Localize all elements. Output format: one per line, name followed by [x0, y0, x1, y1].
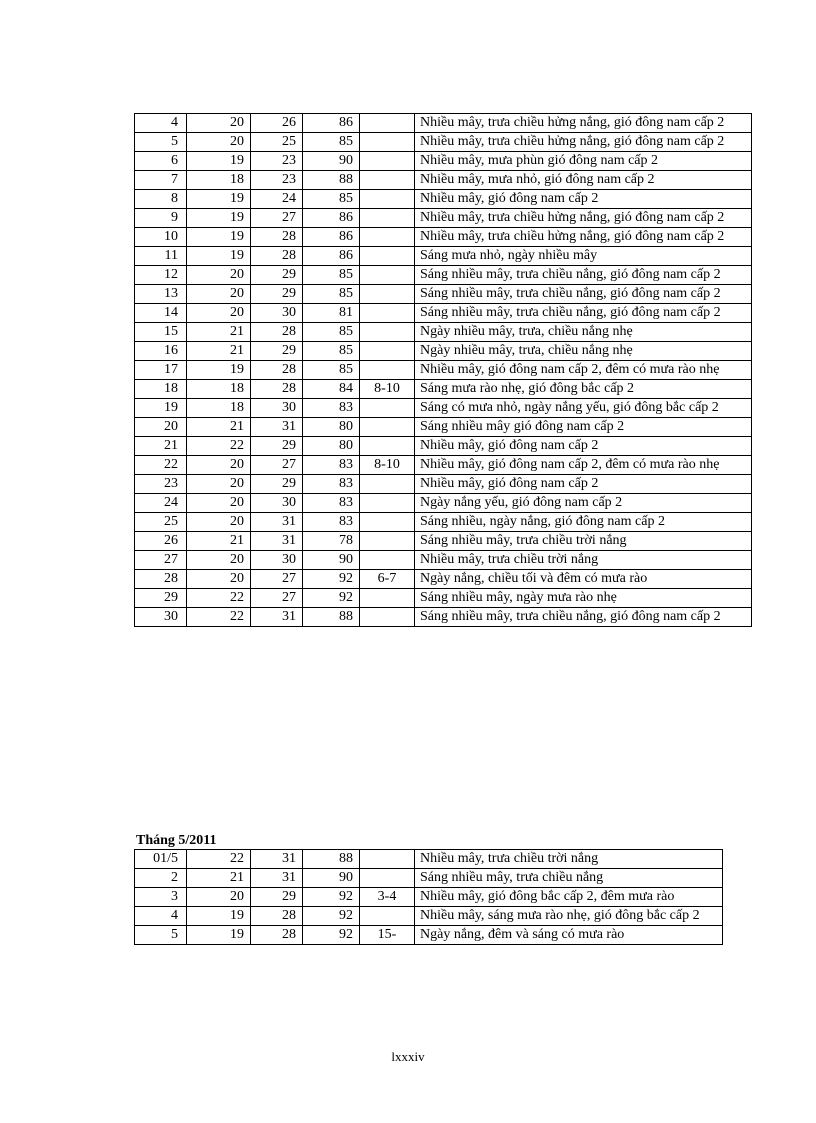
weather-description-cell: Sáng nhiều mây, trưa chiều nắng, gió đông nam cấp 2 — [415, 285, 752, 304]
rainfall-cell — [360, 285, 415, 304]
humidity-cell: 81 — [303, 304, 360, 323]
table-row — [135, 869, 723, 888]
table-row — [135, 589, 752, 608]
humidity-cell: 92 — [303, 926, 360, 945]
table-row — [135, 228, 752, 247]
day-cell: 21 — [135, 437, 187, 456]
rainfall-cell — [360, 869, 415, 888]
table-row — [135, 551, 752, 570]
weather-description-cell: Nhiều mây, mưa phùn gió đông nam cấp 2 — [415, 152, 752, 171]
min-temp-cell: 21 — [187, 418, 251, 437]
max-temp-cell: 23 — [251, 152, 303, 171]
humidity-cell: 92 — [303, 888, 360, 907]
day-cell: 15 — [135, 323, 187, 342]
weather-description-cell: Ngày nhiều mây, trưa, chiều nắng nhẹ — [415, 342, 752, 361]
table-row — [135, 133, 752, 152]
rainfall-cell — [360, 608, 415, 627]
max-temp-cell: 29 — [251, 342, 303, 361]
rainfall-cell — [360, 494, 415, 513]
min-temp-cell: 20 — [187, 285, 251, 304]
humidity-cell: 80 — [303, 418, 360, 437]
weather-description-cell: Sáng nhiều mây, trưa chiều nắng, gió đông nam cấp 2 — [415, 304, 752, 323]
table-row — [135, 570, 752, 589]
weather-description-cell: Sáng nhiều mây, ngày mưa rào nhẹ — [415, 589, 752, 608]
humidity-cell: 85 — [303, 133, 360, 152]
rainfall-cell — [360, 532, 415, 551]
min-temp-cell: 20 — [187, 114, 251, 133]
max-temp-cell: 28 — [251, 247, 303, 266]
day-cell: 14 — [135, 304, 187, 323]
max-temp-cell: 28 — [251, 323, 303, 342]
day-cell: 7 — [135, 171, 187, 190]
max-temp-cell: 29 — [251, 475, 303, 494]
humidity-cell: 83 — [303, 494, 360, 513]
weather-description-cell: Ngày nắng, đêm và sáng có mưa rào — [415, 926, 723, 945]
min-temp-cell: 22 — [187, 850, 251, 869]
rainfall-cell — [360, 418, 415, 437]
max-temp-cell: 25 — [251, 133, 303, 152]
table-row — [135, 266, 752, 285]
weather-description-cell: Sáng nhiều mây, trưa chiều trời nắng — [415, 532, 752, 551]
humidity-cell: 85 — [303, 266, 360, 285]
max-temp-cell: 27 — [251, 589, 303, 608]
weather-description-cell: Sáng có mưa nhỏ, ngày nắng yếu, gió đông bắc cấp 2 — [415, 399, 752, 418]
weather-description-cell: Sáng nhiều mây, trưa chiều nắng — [415, 869, 723, 888]
humidity-cell: 88 — [303, 850, 360, 869]
table-row — [135, 907, 723, 926]
min-temp-cell: 20 — [187, 266, 251, 285]
humidity-cell: 90 — [303, 152, 360, 171]
max-temp-cell: 24 — [251, 190, 303, 209]
rainfall-cell — [360, 247, 415, 266]
weather-description-cell: Sáng nhiều, ngày nắng, gió đông nam cấp 2 — [415, 513, 752, 532]
rainfall-cell: 8-10 — [360, 456, 415, 475]
weather-description-cell: Ngày nhiều mây, trưa, chiều nắng nhẹ — [415, 323, 752, 342]
humidity-cell: 92 — [303, 589, 360, 608]
rainfall-cell — [360, 475, 415, 494]
rainfall-cell — [360, 850, 415, 869]
weather-description-cell: Nhiều mây, gió đông nam cấp 2 — [415, 437, 752, 456]
day-cell: 28 — [135, 570, 187, 589]
humidity-cell: 92 — [303, 907, 360, 926]
day-cell: 25 — [135, 513, 187, 532]
rainfall-cell — [360, 323, 415, 342]
min-temp-cell: 19 — [187, 361, 251, 380]
table-row — [135, 209, 752, 228]
month-heading: Tháng 5/2011 — [136, 833, 217, 848]
max-temp-cell: 29 — [251, 285, 303, 304]
table-row — [135, 456, 752, 475]
day-cell: 8 — [135, 190, 187, 209]
weather-description-cell: Nhiều mây, gió đông nam cấp 2, đêm có mưa rào nhẹ — [415, 456, 752, 475]
rainfall-cell — [360, 228, 415, 247]
min-temp-cell: 18 — [187, 399, 251, 418]
rainfall-cell: 6-7 — [360, 570, 415, 589]
rainfall-cell — [360, 190, 415, 209]
min-temp-cell: 19 — [187, 247, 251, 266]
humidity-cell: 86 — [303, 228, 360, 247]
min-temp-cell: 20 — [187, 133, 251, 152]
rainfall-cell — [360, 171, 415, 190]
table-row — [135, 399, 752, 418]
max-temp-cell: 28 — [251, 380, 303, 399]
day-cell: 24 — [135, 494, 187, 513]
max-temp-cell: 28 — [251, 907, 303, 926]
humidity-cell: 83 — [303, 399, 360, 418]
day-cell: 01/5 — [135, 850, 187, 869]
table-row — [135, 152, 752, 171]
humidity-cell: 86 — [303, 114, 360, 133]
table-row — [135, 114, 752, 133]
rainfall-cell — [360, 133, 415, 152]
day-cell: 5 — [135, 926, 187, 945]
min-temp-cell: 20 — [187, 570, 251, 589]
table-row — [135, 171, 752, 190]
weather-description-cell: Nhiều mây, gió đông nam cấp 2 — [415, 190, 752, 209]
max-temp-cell: 31 — [251, 850, 303, 869]
min-temp-cell: 20 — [187, 456, 251, 475]
table-row — [135, 475, 752, 494]
max-temp-cell: 31 — [251, 608, 303, 627]
humidity-cell: 86 — [303, 209, 360, 228]
day-cell: 13 — [135, 285, 187, 304]
max-temp-cell: 29 — [251, 437, 303, 456]
weather-description-cell: Nhiều mây, trưa chiều hửng nắng, gió đông nam cấp 2 — [415, 228, 752, 247]
min-temp-cell: 19 — [187, 926, 251, 945]
min-temp-cell: 22 — [187, 437, 251, 456]
day-cell: 26 — [135, 532, 187, 551]
day-cell: 3 — [135, 888, 187, 907]
weather-table-may — [134, 849, 723, 945]
weather-description-cell: Sáng mưa nhỏ, ngày nhiều mây — [415, 247, 752, 266]
table-row — [135, 850, 723, 869]
table-row — [135, 304, 752, 323]
humidity-cell: 88 — [303, 171, 360, 190]
weather-description-cell: Nhiều mây, gió đông nam cấp 2 — [415, 475, 752, 494]
max-temp-cell: 27 — [251, 456, 303, 475]
rainfall-cell — [360, 152, 415, 171]
humidity-cell: 90 — [303, 869, 360, 888]
table-row — [135, 190, 752, 209]
max-temp-cell: 26 — [251, 114, 303, 133]
min-temp-cell: 19 — [187, 907, 251, 926]
day-cell: 6 — [135, 152, 187, 171]
max-temp-cell: 28 — [251, 361, 303, 380]
max-temp-cell: 28 — [251, 228, 303, 247]
max-temp-cell: 28 — [251, 926, 303, 945]
day-cell: 27 — [135, 551, 187, 570]
humidity-cell: 80 — [303, 437, 360, 456]
max-temp-cell: 30 — [251, 399, 303, 418]
humidity-cell: 84 — [303, 380, 360, 399]
table-row — [135, 888, 723, 907]
day-cell: 29 — [135, 589, 187, 608]
weather-description-cell: Ngày nắng yếu, gió đông nam cấp 2 — [415, 494, 752, 513]
weather-description-cell: Nhiều mây, trưa chiều hửng nắng, gió đông nam cấp 2 — [415, 209, 752, 228]
min-temp-cell: 21 — [187, 323, 251, 342]
humidity-cell: 85 — [303, 361, 360, 380]
rainfall-cell — [360, 513, 415, 532]
min-temp-cell: 18 — [187, 171, 251, 190]
weather-table-april — [134, 113, 752, 627]
max-temp-cell: 31 — [251, 869, 303, 888]
humidity-cell: 78 — [303, 532, 360, 551]
weather-description-cell: Nhiều mây, gió đông bắc cấp 2, đêm mưa rào — [415, 888, 723, 907]
min-temp-cell: 21 — [187, 532, 251, 551]
min-temp-cell: 19 — [187, 209, 251, 228]
day-cell: 5 — [135, 133, 187, 152]
day-cell: 4 — [135, 114, 187, 133]
weather-description-cell: Nhiều mây, sáng mưa rào nhẹ, gió đông bắc cấp 2 — [415, 907, 723, 926]
table-row — [135, 380, 752, 399]
max-temp-cell: 31 — [251, 418, 303, 437]
weather-description-cell: Nhiều mây, trưa chiều trời nắng — [415, 551, 752, 570]
day-cell: 16 — [135, 342, 187, 361]
table-row — [135, 418, 752, 437]
weather-description-cell: Sáng nhiều mây, trưa chiều nắng, gió đông nam cấp 2 — [415, 608, 752, 627]
rainfall-cell — [360, 907, 415, 926]
min-temp-cell: 18 — [187, 380, 251, 399]
day-cell: 22 — [135, 456, 187, 475]
day-cell: 23 — [135, 475, 187, 494]
rainfall-cell — [360, 114, 415, 133]
max-temp-cell: 31 — [251, 513, 303, 532]
weather-description-cell: Nhiều mây, trưa chiều hửng nắng, gió đông nam cấp 2 — [415, 133, 752, 152]
rainfall-cell — [360, 437, 415, 456]
max-temp-cell: 27 — [251, 570, 303, 589]
humidity-cell: 83 — [303, 513, 360, 532]
day-cell: 20 — [135, 418, 187, 437]
rainfall-cell — [360, 589, 415, 608]
table-row — [135, 513, 752, 532]
weather-description-cell: Sáng nhiều mây, trưa chiều nắng, gió đông nam cấp 2 — [415, 266, 752, 285]
table-row — [135, 437, 752, 456]
day-cell: 11 — [135, 247, 187, 266]
rainfall-cell — [360, 361, 415, 380]
table-row — [135, 361, 752, 380]
min-temp-cell: 19 — [187, 228, 251, 247]
table-row — [135, 532, 752, 551]
humidity-cell: 85 — [303, 190, 360, 209]
humidity-cell: 83 — [303, 475, 360, 494]
day-cell: 4 — [135, 907, 187, 926]
min-temp-cell: 19 — [187, 190, 251, 209]
day-cell: 2 — [135, 869, 187, 888]
weather-description-cell: Nhiều mây, trưa chiều trời nắng — [415, 850, 723, 869]
max-temp-cell: 23 — [251, 171, 303, 190]
rainfall-cell: 8-10 — [360, 380, 415, 399]
day-cell: 9 — [135, 209, 187, 228]
min-temp-cell: 19 — [187, 152, 251, 171]
humidity-cell: 83 — [303, 456, 360, 475]
weather-description-cell: Nhiều mây, trưa chiều hửng nắng, gió đông nam cấp 2 — [415, 114, 752, 133]
rainfall-cell — [360, 399, 415, 418]
rainfall-cell — [360, 209, 415, 228]
min-temp-cell: 22 — [187, 608, 251, 627]
min-temp-cell: 21 — [187, 869, 251, 888]
rainfall-cell: 15- — [360, 926, 415, 945]
weather-description-cell: Sáng mưa rào nhẹ, gió đông bắc cấp 2 — [415, 380, 752, 399]
weather-description-cell: Ngày nắng, chiều tối và đêm có mưa rào — [415, 570, 752, 589]
max-temp-cell: 30 — [251, 304, 303, 323]
rainfall-cell: 3-4 — [360, 888, 415, 907]
weather-description-cell: Nhiều mây, mưa nhỏ, gió đông nam cấp 2 — [415, 171, 752, 190]
weather-description-cell: Nhiều mây, gió đông nam cấp 2, đêm có mưa rào nhẹ — [415, 361, 752, 380]
table-row — [135, 323, 752, 342]
day-cell: 10 — [135, 228, 187, 247]
max-temp-cell: 29 — [251, 888, 303, 907]
humidity-cell: 92 — [303, 570, 360, 589]
min-temp-cell: 20 — [187, 494, 251, 513]
day-cell: 17 — [135, 361, 187, 380]
day-cell: 18 — [135, 380, 187, 399]
day-cell: 19 — [135, 399, 187, 418]
humidity-cell: 90 — [303, 551, 360, 570]
max-temp-cell: 30 — [251, 551, 303, 570]
min-temp-cell: 21 — [187, 342, 251, 361]
rainfall-cell — [360, 551, 415, 570]
min-temp-cell: 20 — [187, 888, 251, 907]
humidity-cell: 85 — [303, 342, 360, 361]
table-row — [135, 608, 752, 627]
rainfall-cell — [360, 342, 415, 361]
humidity-cell: 86 — [303, 247, 360, 266]
humidity-cell: 85 — [303, 285, 360, 304]
weather-description-cell: Sáng nhiều mây gió đông nam cấp 2 — [415, 418, 752, 437]
humidity-cell: 85 — [303, 323, 360, 342]
min-temp-cell: 20 — [187, 304, 251, 323]
table-row — [135, 247, 752, 266]
max-temp-cell: 29 — [251, 266, 303, 285]
min-temp-cell: 20 — [187, 513, 251, 532]
humidity-cell: 88 — [303, 608, 360, 627]
table-row — [135, 342, 752, 361]
rainfall-cell — [360, 304, 415, 323]
table-row — [135, 285, 752, 304]
min-temp-cell: 22 — [187, 589, 251, 608]
page-number: lxxxiv — [391, 1049, 425, 1064]
rainfall-cell — [360, 266, 415, 285]
day-cell: 12 — [135, 266, 187, 285]
min-temp-cell: 20 — [187, 551, 251, 570]
max-temp-cell: 27 — [251, 209, 303, 228]
max-temp-cell: 30 — [251, 494, 303, 513]
table-row — [135, 494, 752, 513]
max-temp-cell: 31 — [251, 532, 303, 551]
day-cell: 30 — [135, 608, 187, 627]
min-temp-cell: 20 — [187, 475, 251, 494]
table-row — [135, 926, 723, 945]
